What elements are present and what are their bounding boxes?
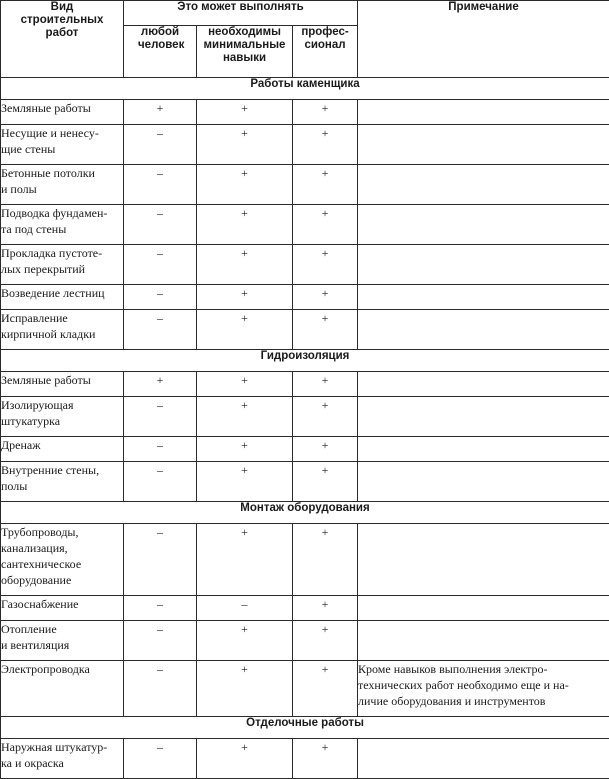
work-type-cell: Трубопроводы, канализация, сантехническое оборудование (1, 524, 124, 596)
any-person-cell: – (124, 397, 197, 437)
table-header (1, 1, 609, 78)
header-note: Примечание (358, 1, 609, 78)
note-cell (358, 285, 609, 310)
professional-cell: + (293, 165, 358, 205)
professional-cell: + (293, 285, 358, 310)
table-row (1, 165, 609, 205)
any-person-cell: + (124, 372, 197, 397)
section-title: Отделочные работы (1, 717, 609, 739)
professional-cell: + (293, 661, 358, 717)
work-type-cell: Несущие и ненесу- щие стены (1, 125, 124, 165)
note-cell (358, 739, 609, 779)
work-type-cell: Внутренние стены, полы (1, 462, 124, 502)
min-skills-cell: + (197, 285, 293, 310)
table-row (1, 596, 609, 621)
min-skills-cell: + (197, 524, 293, 596)
table-row (1, 524, 609, 596)
professional-cell: + (293, 596, 358, 621)
min-skills-cell: + (197, 100, 293, 125)
professional-cell: + (293, 462, 358, 502)
any-person-cell: – (124, 205, 197, 245)
work-type-cell: Возведение лестниц (1, 285, 124, 310)
min-skills-cell: + (197, 310, 293, 350)
any-person-cell: – (124, 462, 197, 502)
note-cell (358, 310, 609, 350)
any-person-cell: – (124, 285, 197, 310)
section-title: Монтаж оборудования (1, 502, 609, 524)
min-skills-cell: – (197, 596, 293, 621)
section-row (1, 502, 609, 524)
professional-cell: + (293, 205, 358, 245)
note-cell (358, 125, 609, 165)
table-row (1, 462, 609, 502)
professional-cell: + (293, 524, 358, 596)
note-cell (358, 437, 609, 462)
professional-cell: + (293, 245, 358, 285)
professional-cell: + (293, 739, 358, 779)
min-skills-cell: + (197, 245, 293, 285)
work-type-cell: Прокладка пустоте- лых перекрытий (1, 245, 124, 285)
note-cell (358, 462, 609, 502)
table-row (1, 100, 609, 125)
professional-cell: + (293, 437, 358, 462)
note-cell (358, 205, 609, 245)
professional-cell: + (293, 100, 358, 125)
table-row (1, 372, 609, 397)
table-row (1, 739, 609, 779)
note-cell (358, 596, 609, 621)
header-professional: профес- сионал (293, 26, 358, 78)
any-person-cell: – (124, 739, 197, 779)
header-any-person: любой человек (124, 26, 197, 78)
professional-cell: + (293, 125, 358, 165)
table-row (1, 285, 609, 310)
table-row (1, 621, 609, 661)
note-cell (358, 621, 609, 661)
note-cell: Кроме навыков выполнения электро- технических работ необходимо еще и на- личие оборудования и инструментов (358, 661, 609, 717)
work-type-cell: Дренаж (1, 437, 124, 462)
table-body (1, 78, 609, 779)
professional-cell: + (293, 397, 358, 437)
work-type-cell: Земляные работы (1, 372, 124, 397)
section-title: Гидроизоляция (1, 350, 609, 372)
work-type-cell: Электропроводка (1, 661, 124, 717)
note-cell (358, 397, 609, 437)
any-person-cell: + (124, 100, 197, 125)
any-person-cell: – (124, 125, 197, 165)
any-person-cell: – (124, 165, 197, 205)
section-row (1, 350, 609, 372)
min-skills-cell: + (197, 125, 293, 165)
section-row (1, 78, 609, 100)
any-person-cell: – (124, 596, 197, 621)
table-row (1, 205, 609, 245)
table-row (1, 245, 609, 285)
work-type-cell: Подводка фундамен- та под стены (1, 205, 124, 245)
min-skills-cell: + (197, 372, 293, 397)
any-person-cell: – (124, 245, 197, 285)
header-min-skills: необходимы минимальные навыки (197, 26, 293, 78)
table-row (1, 125, 609, 165)
professional-cell: + (293, 310, 358, 350)
table-row (1, 397, 609, 437)
min-skills-cell: + (197, 437, 293, 462)
any-person-cell: – (124, 621, 197, 661)
work-type-cell: Земляные работы (1, 100, 124, 125)
any-person-cell: – (124, 310, 197, 350)
min-skills-cell: + (197, 739, 293, 779)
header-group: Это может выполнять (124, 1, 358, 26)
note-cell (358, 165, 609, 205)
work-type-cell: Газоснабжение (1, 596, 124, 621)
note-cell (358, 524, 609, 596)
min-skills-cell: + (197, 621, 293, 661)
work-type-cell: Наружная штукатур- ка и окраска (1, 739, 124, 779)
min-skills-cell: + (197, 205, 293, 245)
min-skills-cell: + (197, 165, 293, 205)
table-row (1, 661, 609, 717)
professional-cell: + (293, 621, 358, 661)
professional-cell: + (293, 372, 358, 397)
work-type-cell: Изолирующая штукатурка (1, 397, 124, 437)
header-work-type: Вид строительных работ (1, 1, 124, 78)
work-type-cell: Бетонные потолки и полы (1, 165, 124, 205)
note-cell (358, 245, 609, 285)
table-row (1, 310, 609, 350)
any-person-cell: – (124, 524, 197, 596)
note-cell (358, 100, 609, 125)
any-person-cell: – (124, 437, 197, 462)
any-person-cell: – (124, 661, 197, 717)
section-row (1, 717, 609, 739)
table-row (1, 437, 609, 462)
work-type-cell: Отопление и вентиляция (1, 621, 124, 661)
section-title: Работы каменщика (1, 78, 609, 100)
min-skills-cell: + (197, 462, 293, 502)
note-cell (358, 372, 609, 397)
min-skills-cell: + (197, 397, 293, 437)
min-skills-cell: + (197, 661, 293, 717)
work-type-cell: Исправление кирпичной кладки (1, 310, 124, 350)
